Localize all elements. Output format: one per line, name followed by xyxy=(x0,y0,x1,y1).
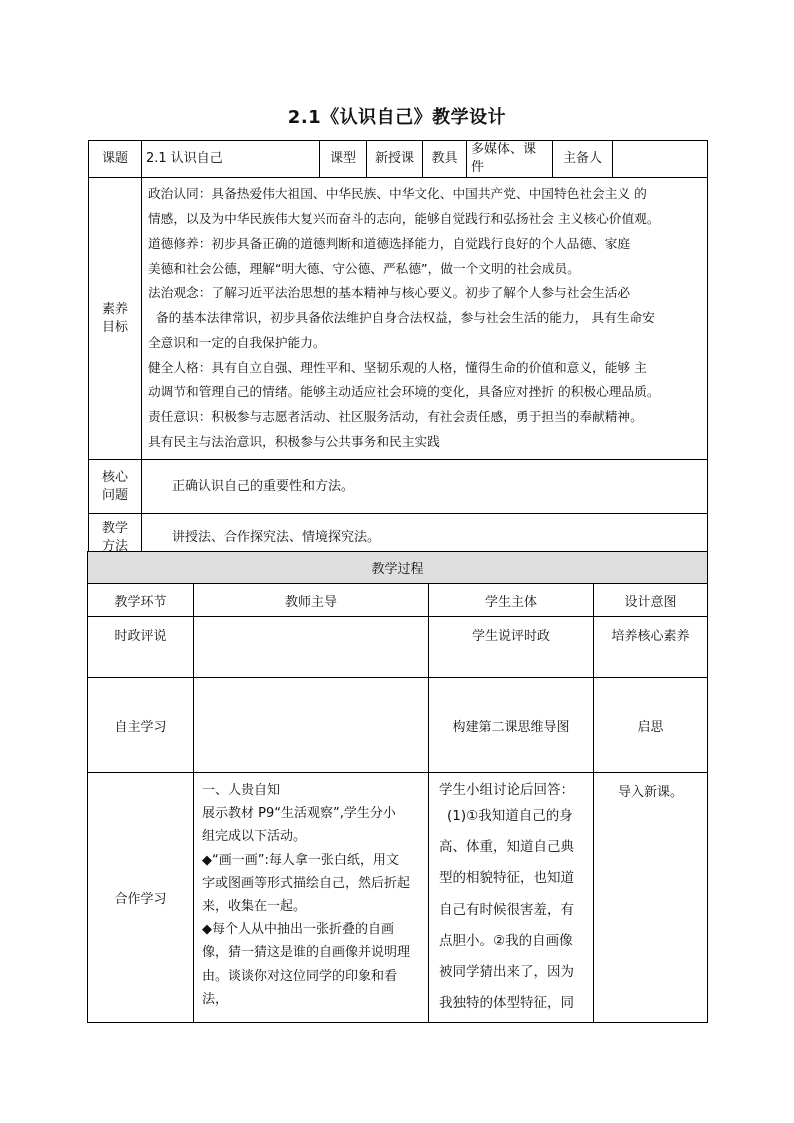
goals-line: 具有民主与法治意识，积极参与公共事务和民主实践 xyxy=(148,434,440,450)
student-cell: 构建第二课思维导图 xyxy=(429,678,594,773)
goals-line: 责任意识：积极参与志愿者活动、社区服务活动，有社会责任感，勇于担当的奉献精神。 xyxy=(148,409,643,425)
process-row-current-affairs xyxy=(88,617,708,678)
method-value: 讲授法、合作探究法、情境探究法。 xyxy=(142,514,708,562)
teacher-line: ◆每个人从中抽出一张折叠的自画 xyxy=(202,922,394,938)
stage-cell: 合作学习 xyxy=(88,773,194,1023)
goals-line: 美德和社会公德，理解“明大德、守公德、严私德”，做一个文明的社会成员。 xyxy=(148,260,580,276)
core-value: 正确认识自己的重要性和方法。 xyxy=(142,460,708,514)
teacher-line: 来，收集在一起。 xyxy=(202,899,307,915)
core-label-text: 核心问题 xyxy=(101,469,128,503)
process-row-coop xyxy=(88,773,708,1023)
type-value: 新授课 xyxy=(367,141,423,178)
tools-value: 多媒体、课件 xyxy=(467,141,553,178)
prep-value xyxy=(613,141,708,178)
teacher-line: 组完成以下活动。 xyxy=(202,829,307,845)
process-row-self-study xyxy=(88,678,708,773)
teacher-cell xyxy=(194,617,429,678)
type-label: 课型 xyxy=(320,141,367,178)
teacher-cell xyxy=(194,678,429,773)
process-header: 教学过程 xyxy=(88,552,708,584)
core-row xyxy=(89,460,708,514)
student-cell xyxy=(429,773,594,1023)
info-row xyxy=(89,141,708,178)
col-intent: 设计意图 xyxy=(594,584,708,617)
student-cell: 学生说评时政 xyxy=(429,617,594,678)
student-line: 我独特的体型特征，同 xyxy=(439,995,574,1012)
teacher-line: 一、人贵自知 xyxy=(202,783,281,798)
goals-label xyxy=(89,178,142,460)
teacher-line: 像，猜一猜这是谁的自画像并说明理 xyxy=(202,945,411,961)
method-label-text: 教学方法 xyxy=(101,520,128,554)
document-title: 2.1《认识自己》教学设计 xyxy=(287,107,507,128)
student-line: 高、体重，知道自己典 xyxy=(439,839,574,856)
tools-label: 教具 xyxy=(423,141,467,178)
teacher-line: 由。谈谈你对这位同学的印象和看法， xyxy=(202,968,398,1007)
stage-cell: 自主学习 xyxy=(88,678,194,773)
teacher-cell xyxy=(194,773,429,1023)
intent-cell: 导入新课。 xyxy=(594,773,708,1023)
goals-label-text: 素养目标 xyxy=(101,301,128,335)
teacher-line: 展示教材 P9“生活观察”,学生分小 xyxy=(202,806,396,822)
info-table xyxy=(88,140,708,562)
student-line: (1)①我知道自己的身 xyxy=(447,808,573,824)
course-label: 课题 xyxy=(89,141,142,178)
stage-cell: 时政评说 xyxy=(88,617,194,678)
goals-row xyxy=(89,178,708,460)
goals-line: 政治认同：具备热爱伟大祖国、中华民族、中华文化、中国共产党、中国特色社会主义 的 xyxy=(148,186,647,202)
student-line: 型的相貌特征，也知道 xyxy=(439,870,574,887)
process-table xyxy=(87,551,708,1023)
process-header-row xyxy=(88,552,708,584)
col-stage: 教学环节 xyxy=(88,584,194,617)
teacher-line: 字或图画等形式描绘自己，然后折起 xyxy=(202,875,411,891)
core-label xyxy=(89,460,142,514)
goals-line: 道德修养：初步具备正确的道德判断和道德选择能力，自觉践行良好的个人品德、家庭 xyxy=(148,235,631,251)
goals-line: 健全人格：具有自立自强、理性平和、坚韧乐观的人格，懂得生命的价值和意义，能够 主 xyxy=(148,359,647,375)
student-line: 点胆小。②我的自画像 xyxy=(439,932,573,949)
student-line: 学生小组讨论后回答： xyxy=(439,782,574,798)
teacher-line: ◆“画一画”:每人拿一张白纸，用文 xyxy=(202,852,399,868)
goals-line: 备的基本法律常识，初步具备依法维护自身合法权益，参与社会生活的能力， 具有生命安 xyxy=(156,310,655,326)
column-header-row xyxy=(88,584,708,617)
goals-line: 动调节和管理自己的情绪。能够主动适应社会环境的变化，具备应对挫折 的积极心理品质。 xyxy=(148,384,660,400)
goals-content xyxy=(142,178,708,460)
col-student: 学生主体 xyxy=(429,584,594,617)
goals-line: 情感，以及为中华民族伟大复兴而奋斗的志向，能够自觉践行和弘扬社会 主义核心价值观。 xyxy=(148,210,660,226)
intent-cell: 培养核心素养 xyxy=(594,617,708,678)
goals-line: 全意识和一定的自我保护能力。 xyxy=(148,334,326,350)
col-teacher: 教师主导 xyxy=(194,584,429,617)
student-line: 自己有时候很害羞，有 xyxy=(439,901,574,918)
prep-label: 主备人 xyxy=(553,141,613,178)
goals-line: 法治观念：了解习近平法治思想的基本精神与核心要义。初步了解个人参与社会生活必 xyxy=(148,285,631,301)
intent-cell: 启思 xyxy=(594,678,708,773)
student-line: 被同学猜出来了，因为 xyxy=(439,964,574,981)
course-value: 2.1 认识自己 xyxy=(142,141,320,178)
